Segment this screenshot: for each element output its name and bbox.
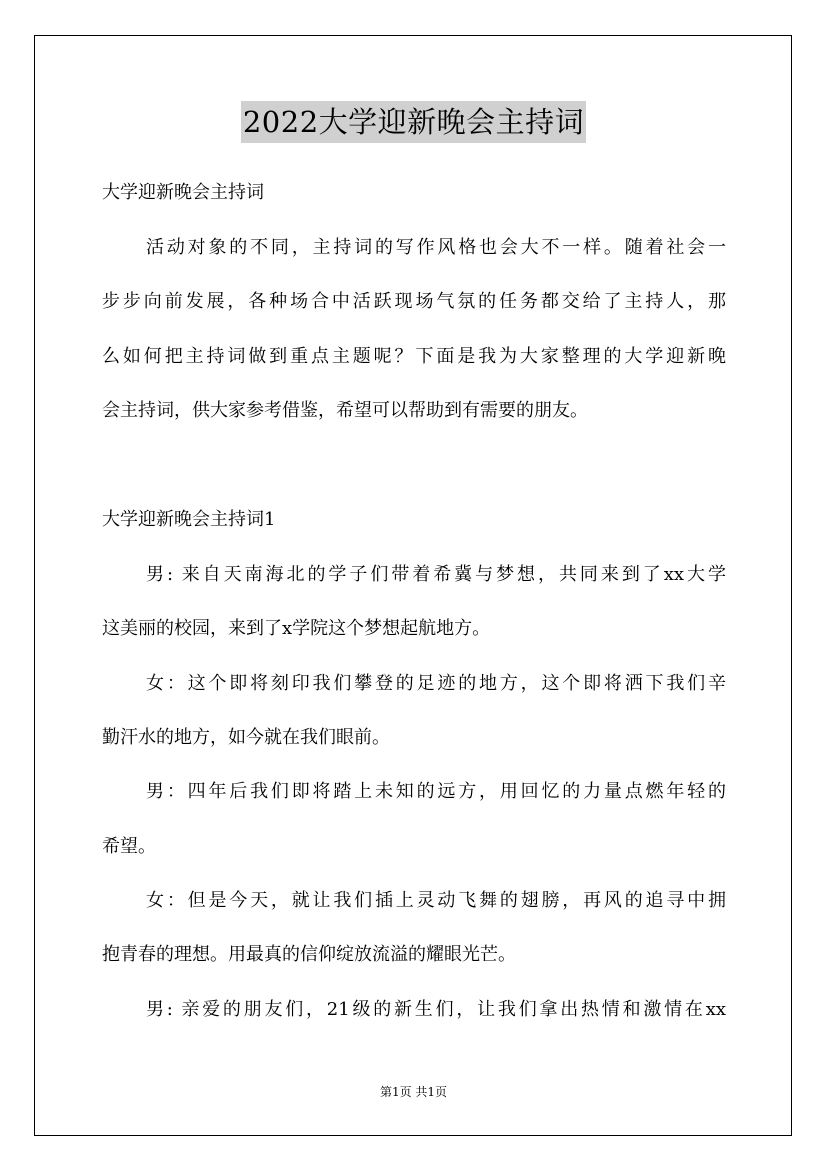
document-title: 2022大学迎新晚会主持词 xyxy=(241,101,586,143)
section-heading: 大学迎新晚会主持词1 xyxy=(102,509,276,530)
intro-line: 活动对象的不同，主持词的写作风格也会大不一样。随着社会一 xyxy=(146,237,726,258)
intro-line: 会主持词，供大家参考借鉴，希望可以帮助到有需要的朋友。 xyxy=(102,400,588,421)
dialogue-line: 男：四年后我们即将踏上未知的远方，用回忆的力量点燃年轻的 xyxy=(146,781,726,802)
dialogue-line: 这美丽的校园，来到了x学院这个梦想起航地方。 xyxy=(102,618,491,639)
intro-line: 步步向前发展，各种场合中活跃现场气氛的任务都交给了主持人，那 xyxy=(102,291,726,312)
title-container xyxy=(0,101,827,143)
dialogue-line: 希望。 xyxy=(102,836,156,857)
dialogue-line: 勤汗水的地方，如今就在我们眼前。 xyxy=(102,727,390,748)
dialogue-line: 男: 来自天南海北的学子们带着希冀与梦想，共同来到了xx大学 xyxy=(146,564,726,585)
dialogue-line: 抱青春的理想。用最真的信仰绽放流溢的耀眼光芒。 xyxy=(102,944,516,965)
dialogue-line: 女：这个即将刻印我们攀登的足迹的地方，这个即将洒下我们辛 xyxy=(146,673,726,694)
page-footer: 第1页 共1页 xyxy=(379,1085,448,1099)
subtitle: 大学迎新晚会主持词 xyxy=(102,182,264,203)
dialogue-line: 男: 亲爱的朋友们，21级的新生们，让我们拿出热情和激情在xx xyxy=(146,999,726,1020)
intro-line: 么如何把主持词做到重点主题呢？下面是我为大家整理的大学迎新晚 xyxy=(102,346,726,367)
dialogue-line: 女：但是今天，就让我们插上灵动飞舞的翅膀，再风的追寻中拥 xyxy=(146,890,726,911)
